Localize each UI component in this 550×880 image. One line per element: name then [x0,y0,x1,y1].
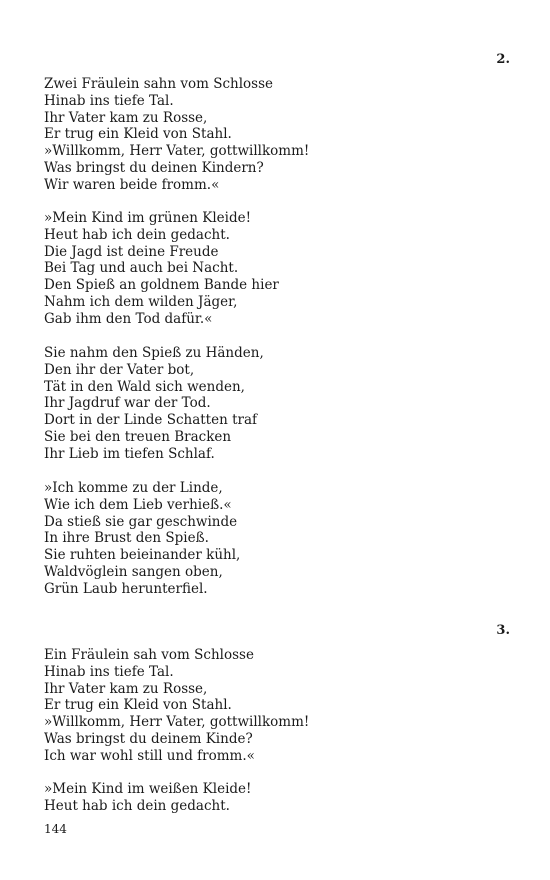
verse-line: Sie ruhten beieinander kühl, [44,547,241,564]
verse-line: Ich war wohl still und fromm.« [44,747,255,764]
verse-line: Ihr Vater kam zu Rosse, [44,680,208,697]
verse-line: Hinab ins tiefe Tal. [44,663,174,680]
verse-line: Was bringst du deinem Kinde? [44,730,253,747]
verse-line: »Willkomm, Herr Vater, gottwillkomm! [44,143,310,160]
stanza [44,210,279,328]
verse-line: Grün Laub herunterfiel. [44,580,208,597]
verse-line: Den Spieß an goldnem Bande hier [44,277,279,294]
verse-line: »Ich komme zu der Linde, [44,480,223,496]
verse-line: Den ihr der Vater bot, [44,361,195,378]
verse-line: Gab ihm den Tod dafür.« [44,310,213,327]
verse-line: Wie ich dem Lieb verhieß.« [44,496,232,513]
verse-line: Nahm ich dem wilden Jäger, [44,293,238,310]
verse-line: »Mein Kind im weißen Kleide! [44,781,252,797]
verse-line: »Mein Kind im grünen Kleide! [44,210,252,226]
verse-line: Heut hab ich dein gedacht. [44,226,230,243]
section-number-3: 3. [496,623,510,638]
verse-line: Er trug ein Kleid von Stahl. [44,126,232,143]
verse-line: Wir waren beide fromm.« [44,176,220,193]
stanza [44,76,309,194]
stanza [44,345,264,463]
verse-line: Da stieß sie gar geschwinde [44,513,238,530]
stanza [44,647,309,765]
verse-line: Bei Tag und auch bei Nacht. [44,260,239,277]
verse-line: Zwei Fräulein sahn vom Schlosse [44,76,274,92]
verse-line: Heut hab ich dein gedacht. [44,797,230,814]
stanza [44,781,251,815]
verse-line: Ein Fräulein sah vom Schlosse [44,647,254,663]
verse-line: Waldvöglein sangen oben, [44,563,223,580]
verse-line: Er trug ein Kleid von Stahl. [44,697,232,714]
verse-line: Tät in den Wald sich wenden, [44,378,245,395]
page-number: 144 [44,822,67,836]
verse-line: Sie nahm den Spieß zu Händen, [44,345,264,361]
section-number-2: 2. [496,52,510,67]
verse-line: Ihr Lieb im tiefen Schlaf. [44,445,215,462]
verse-line: In ihre Brust den Spieß. [44,530,209,547]
verse-line: Ihr Vater kam zu Rosse, [44,109,208,126]
verse-line: »Willkomm, Herr Vater, gottwillkomm! [44,714,310,731]
stanza [44,480,240,598]
verse-line: Sie bei den treuen Bracken [44,428,232,445]
verse-line: Ihr Jagdruf war der Tod. [44,395,211,412]
verse-line: Die Jagd ist deine Freude [44,243,219,260]
verse-line: Was bringst du deinen Kindern? [44,159,264,176]
verse-line: Dort in der Linde Schatten traf [44,412,258,429]
verse-line: Hinab ins tiefe Tal. [44,92,174,109]
